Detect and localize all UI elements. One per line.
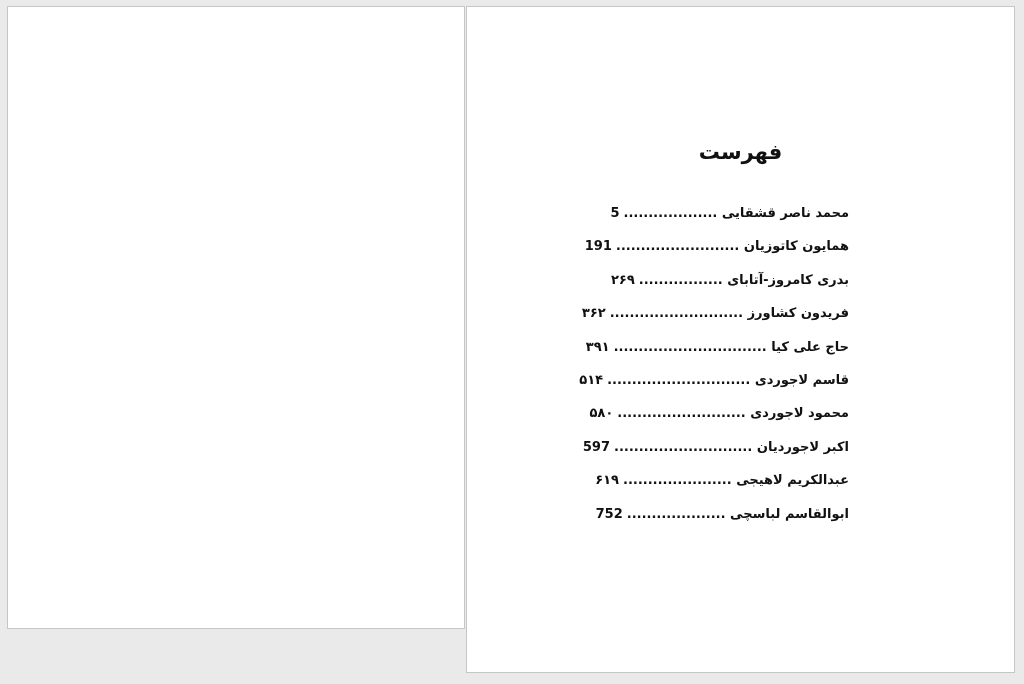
toc-entry[interactable]: [610, 264, 849, 297]
toc-entry-page: 5: [610, 206, 620, 221]
toc-entry-name: ابوالقاسم لباسچی: [730, 506, 849, 522]
toc-entry[interactable]: [582, 431, 849, 464]
toc-entry-leader: ......................: [623, 473, 737, 489]
toc-entry[interactable]: [595, 498, 849, 531]
right-page: [466, 6, 1015, 673]
toc-entry-leader: ...........................: [609, 306, 748, 322]
toc-entry[interactable]: [585, 331, 849, 364]
toc-entry-page: ۳۶۲: [581, 306, 606, 322]
toc-entry-leader: ....................: [626, 506, 731, 522]
toc-list: [579, 197, 849, 531]
toc-entry-leader: ...............................: [613, 339, 772, 355]
toc-entry-page: ۳۹۱: [585, 339, 610, 355]
toc-entry-name: بدری کامروز-آتابای: [727, 272, 849, 288]
toc-entry[interactable]: [581, 297, 849, 330]
toc-entry-leader: .............................: [607, 372, 755, 388]
toc-entry-name: فریدون کشاورز: [747, 306, 849, 322]
toc-entry-page: ۵۸۰: [589, 406, 614, 422]
toc-entry-page: 191: [584, 239, 612, 255]
toc-entry[interactable]: [610, 197, 849, 230]
left-page: [7, 6, 465, 629]
toc-entry[interactable]: [595, 464, 849, 497]
toc-entry[interactable]: [579, 364, 849, 397]
toc-entry-page: 752: [595, 506, 623, 522]
toc-entry-name: محمد ناصر قشقایی: [721, 206, 849, 221]
toc-entry-leader: ...................: [623, 206, 722, 221]
toc-entry-name: محمود لاجوردی: [750, 406, 849, 422]
toc-entry[interactable]: [584, 230, 849, 263]
toc-entry-page: ۲۶۹: [610, 272, 635, 288]
toc-entry-name: عبدالکریم لاهیجی: [736, 473, 849, 489]
toc-entry-name: حاج علی کیا: [771, 339, 849, 355]
toc-title: فهرست: [698, 140, 783, 164]
toc-entry-leader: .........................: [615, 239, 744, 255]
toc-entry-name: همایون کاتوزیان: [743, 239, 849, 255]
toc-entry-leader: ............................: [614, 439, 757, 455]
toc-entry-page: ۶۱۹: [595, 473, 619, 489]
toc-entry-leader: .................: [638, 272, 728, 288]
toc-entry-name: اکبر لاجوردیان: [756, 439, 849, 455]
toc-entry[interactable]: [589, 397, 849, 430]
toc-entry-leader: ..........................: [617, 406, 751, 422]
toc-entry-name: قاسم لاجوردی: [754, 372, 849, 388]
toc-entry-page: 597: [582, 439, 611, 455]
toc-entry-page: ۵۱۴: [579, 372, 604, 388]
